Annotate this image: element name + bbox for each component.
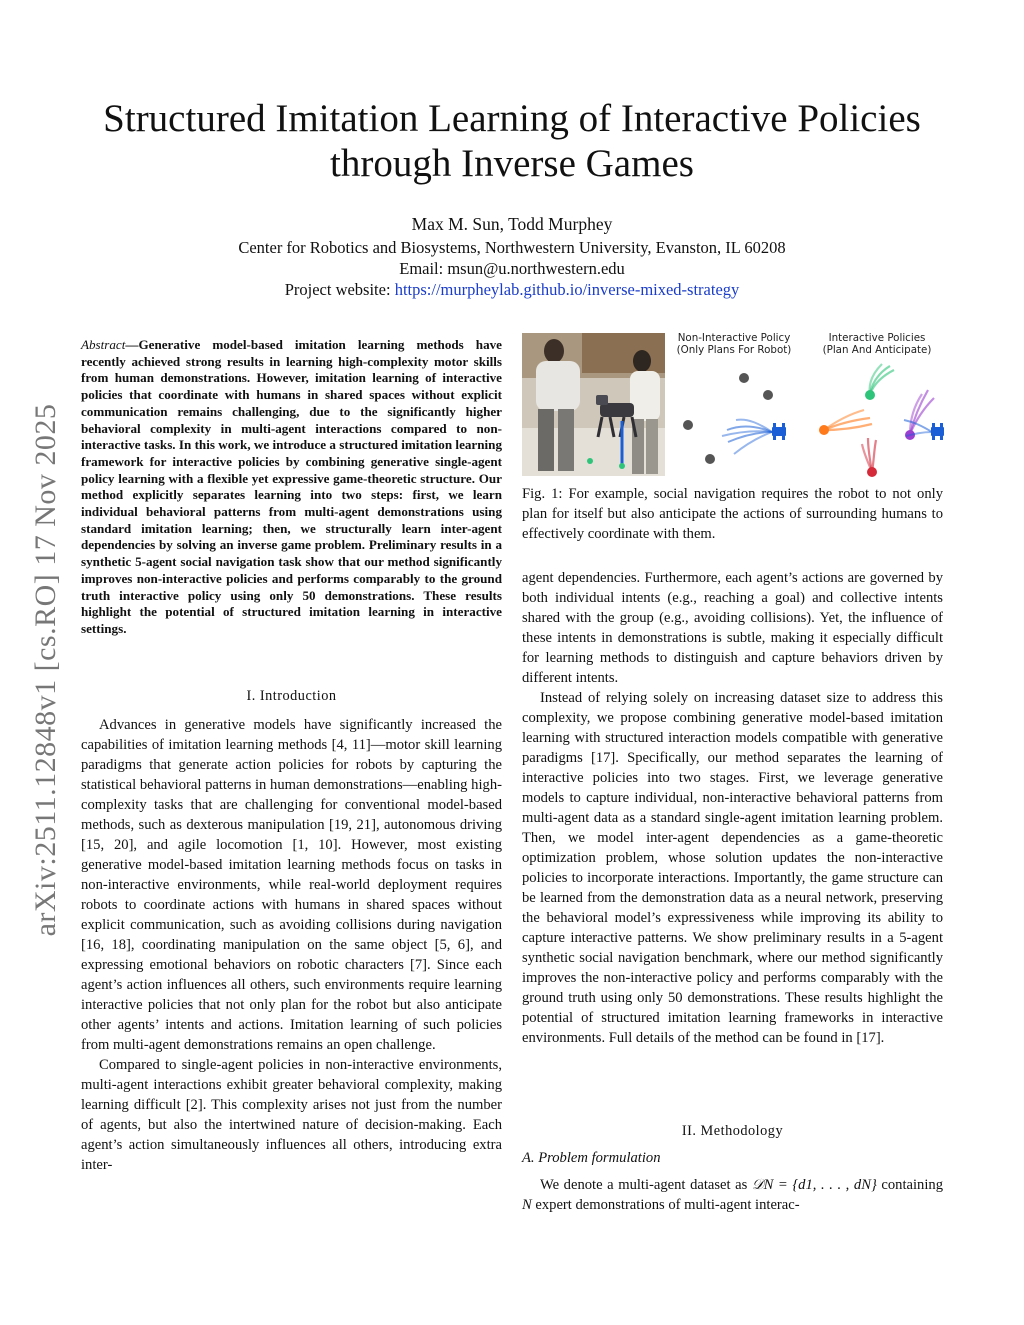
problem-text-c: expert demonstrations of multi-agent interac- [531,1197,800,1213]
human-agent-marker [739,373,749,383]
website-prefix: Project website: [284,280,395,299]
intro-body [81,715,502,1175]
robot-trajectory [722,420,772,454]
title-line-1: Structured Imitation Learning of Interactive Policies [103,97,921,140]
affiliation: Center for Robotics and Biosystems, Northwestern University, Evanston, IL 60208 [238,238,786,257]
interactive-label [809,332,945,356]
n-math: N [522,1197,532,1213]
email: Email: msun@u.northwestern.edu [399,259,625,278]
abstract [81,337,502,638]
title-line-2: through Inverse Games [330,142,694,185]
interactive-label-line-1: Interactive Policies [828,332,926,344]
interactive-panel [810,360,946,478]
orange-agent-trajectory [819,410,872,435]
project-website [60,279,964,300]
non-interactive-label [668,332,800,356]
author-block [60,214,964,300]
robot-photo [522,333,665,476]
problem-formulation-heading: A. Problem formulation [522,1150,661,1166]
problem-formulation-body [522,1175,943,1215]
website-link[interactable]: https://murpheylab.github.io/inverse-mixed-strategy [394,280,740,299]
problem-text-a: We denote a multi-agent dataset as [540,1177,752,1193]
paper-title [60,96,964,186]
methodology-heading: II. Methodology [681,1123,784,1139]
arxiv-identifier: arXiv:2511.12848v1 [cs.RO] 17 Nov 2025 [29,403,62,937]
non-interactive-label-line-2: (Only Plans For Robot) [676,344,792,356]
figure-1 [522,330,946,478]
intro-paragraph-1: Advances in generative models have significantly increased the capabilities of imitation learning methods [4, 11]—motor skill learning paradigms that generate action policies for robots by capturing the statistical behavioral patterns in human demonstrations—enabling high-complexity tasks that are challenging for conventional model-based methods, such as dexterous manipulation [19, 21], autonomous driving [15, 20], and agile locomotion [1, 10]. However, most existing generative model-based imitation learning methods focus on tasks in non-interactive environments, while real-world deployment requires robots to coordinate actions with humans in shared spaces without explicit communication, such as avoiding collisions during navigation [16, 18], coordinating manipulation on the same object [5, 6], and expressing emotional behaviors on robotic characters [7]. Since each agent’s action influences all others, such environments require learning interactive policies that not only plan for the robot but also anticipate other agents’ intents and actions. Imitation learning of such policies from multi-agent demonstrations remains an open challenge. [81,717,502,1053]
author-names: Max M. Sun, Todd Murphey [411,214,613,234]
dataset-math: 𝒟N = {d1, . . . , dN} [751,1177,877,1193]
arxiv-sidebar [14,370,78,970]
intro-paragraph-2: Compared to single-agent policies in non-interactive environments, multi-agent interactions exhibit greater behavioral complexity, making learning difficult [2]. This complexity arises not just from the number of agents, but also the intertwined nature of decision-making. Each agent’s action simultaneously influences all others, introducing extra inter- [81,1057,502,1173]
intro-heading: I. Introduction [246,688,337,704]
interactive-label-line-2: (Plan And Anticipate) [822,344,932,356]
abstract-text: —Generative model-based imitation learning methods have recently achieved strong results in learning high-complexity motor skills from human demonstrations. However, imitation learning of interactive policies that coordinate with humans in shared spaces without explicit communication remains challenging, due to the significantly higher behavioral complexity in multi-agent interactions compared to non-interactive tasks. In this work, we introduce a structured imitation learning framework for interactive policies by combining generative single-agent policy learning with a flexible yet expressive game-theoretic structure. Our method explicitly separates learning into two steps: first, we learn individual behavioral patterns from multi-agent demonstrations using standard imitation learning; then, we structurally learn inter-agent dependencies by solving an inverse game problem. Preliminary results in a synthetic 5-agent social navigation task show that our method significantly improves non-interactive policies and performs comparably to the ground truth interactive policy using only 50 demonstrations. These results highlight the potential of structured imitation learning in interactive settings. [81,337,502,636]
green-agent-trajectory [865,364,894,400]
robot-icon [931,423,944,440]
right-column-body [522,568,943,1048]
abstract-label: Abstract [81,337,126,352]
problem-paragraph [522,1175,943,1215]
robot-icon [772,423,786,440]
problem-text-b: containing [876,1177,943,1193]
non-interactive-panel [672,364,802,476]
non-interactive-label-line-1: Non-Interactive Policy [677,332,791,344]
red-agent-trajectory [862,438,877,477]
human-agent-marker [683,420,693,430]
figure-1-caption: Fig. 1: For example, social navigation requires the robot to not only plan for itself but also anticipate the actions of surrounding humans to effectively coordinate with them. [522,486,943,542]
human-agent-marker [763,390,773,400]
right-paragraph-2: Instead of relying solely on increasing dataset size to address this complexity, we propose combining generative model-based imitation learning with structured interaction models compatible with generative paradigms [17]. Specifically, our method separates the learning of interactive policies into two stages. First, we leverage generative models to capture individual, non-interactive behavioral patterns from multi-agent data as a standard single-agent imitation learning problem. Then, we model inter-agent dependencies as a game-theoretic optimization problem, whose solution updates the non-interactive policies to incorporate interactions. Importantly, the game structure can be learned from the demonstration data as a neural network, preserving the behavioral model’s expressiveness while improving its ability to capture interactive patterns. We show preliminary results in a 5-agent synthetic social navigation benchmark, where our method significantly improves the non-interactive policy and performs comparably with the ground truth using only 50 demonstrations. These results highlight the potential of structured imitation learning frameworks in interactive environments. Full details of the method can be found in [17]. [522,690,943,1046]
right-paragraph-1: agent dependencies. Furthermore, each agent’s actions are governed by both individual intents (e.g., reaching a goal) and collective intents shared with the group (e.g., avoiding collisions). Yet, the influence of these intents in demonstrations is subtle, making it especially difficult for learning methods to distinguish and capture behaviors driven by different intents. [522,570,943,686]
human-agent-marker [705,454,715,464]
